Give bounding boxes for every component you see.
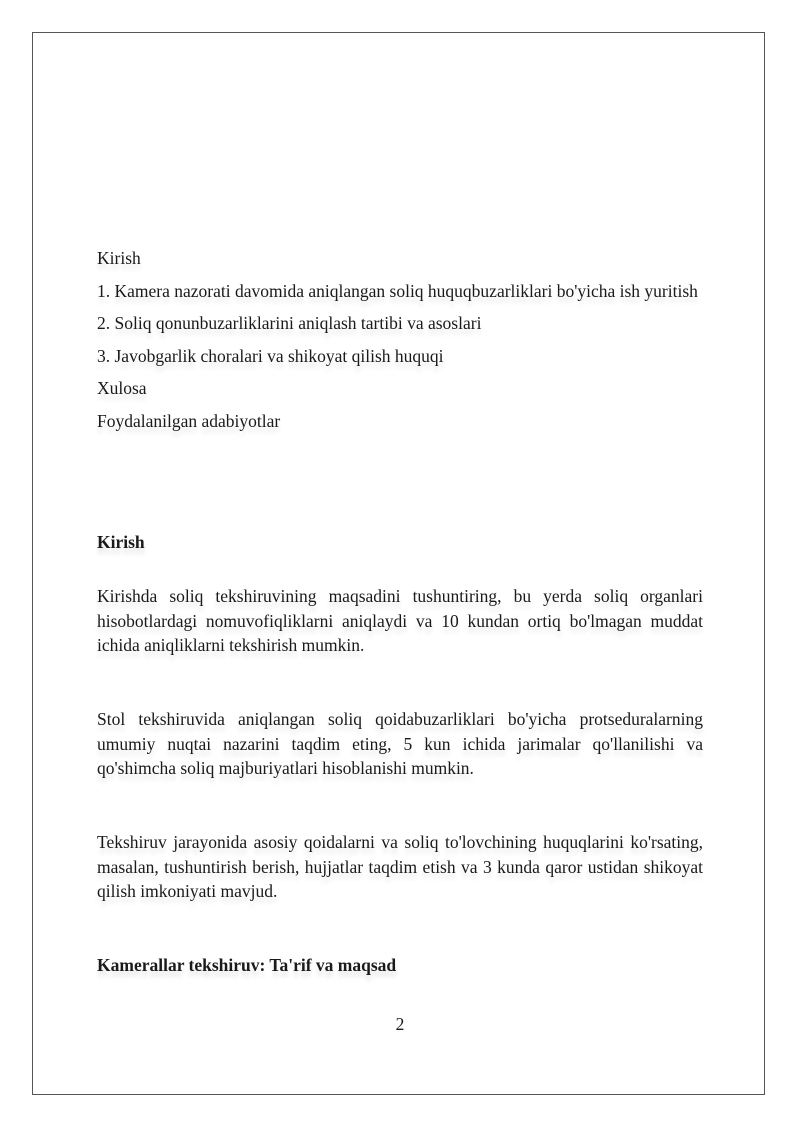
toc-item-3: 3. Javobgarlik choralari va shikoyat qilish huquqi — [97, 345, 444, 366]
paragraph-1: Kirishda soliq tekshiruvining maqsadini tushuntiring, bu yerda soliq organlari hisobotlardagi nomuvofiqliklarni aniqlaydi va 10 kundan ortiq bo'lmagan muddat ichida aniqliklarni tekshirish mumkin. — [97, 586, 703, 655]
section-heading-intro: Kirish — [97, 532, 145, 552]
toc-item-intro: Kirish — [97, 248, 141, 268]
toc-item-conclusion: Xulosa — [97, 378, 147, 398]
toc-item-2: 2. Soliq qonunbuzarliklarini aniqlash tartibi va asoslari — [97, 313, 482, 333]
toc-item-references: Foydalanilgan adabiyotlar — [97, 410, 281, 431]
paragraph-3: Tekshiruv jarayonida asosiy qoidalarni va soliq to'lovchining huquqlarini ko'rsating, masalan, tushuntirish berish, hujjatlar taqdim etish va 3 kunda qaror ustidan shikoyat qilish imkoniyati mavjud. — [97, 832, 703, 901]
page-frame — [32, 32, 765, 1095]
section-heading-kamerallar: Kamerallar tekshiruv: Ta'rif va maqsad — [97, 955, 397, 975]
table-of-contents — [97, 242, 703, 437]
toc-item-1: 1. Kamera nazorati davomida aniqlangan soliq huquqbuzarliklari bo'yicha ish yuritish — [97, 280, 698, 301]
page-number: 2 — [395, 1014, 405, 1034]
paragraph-2: Stol tekshiruvida aniqlangan soliq qoidabuzarliklari bo'yicha protseduralarning umumiy nuqtai nazarini taqdim eting, 5 kun ichida jarimalar qo'llanilishi va qo'shimcha soliq majburiyatlari hisoblanishi mumkin. — [97, 709, 703, 778]
